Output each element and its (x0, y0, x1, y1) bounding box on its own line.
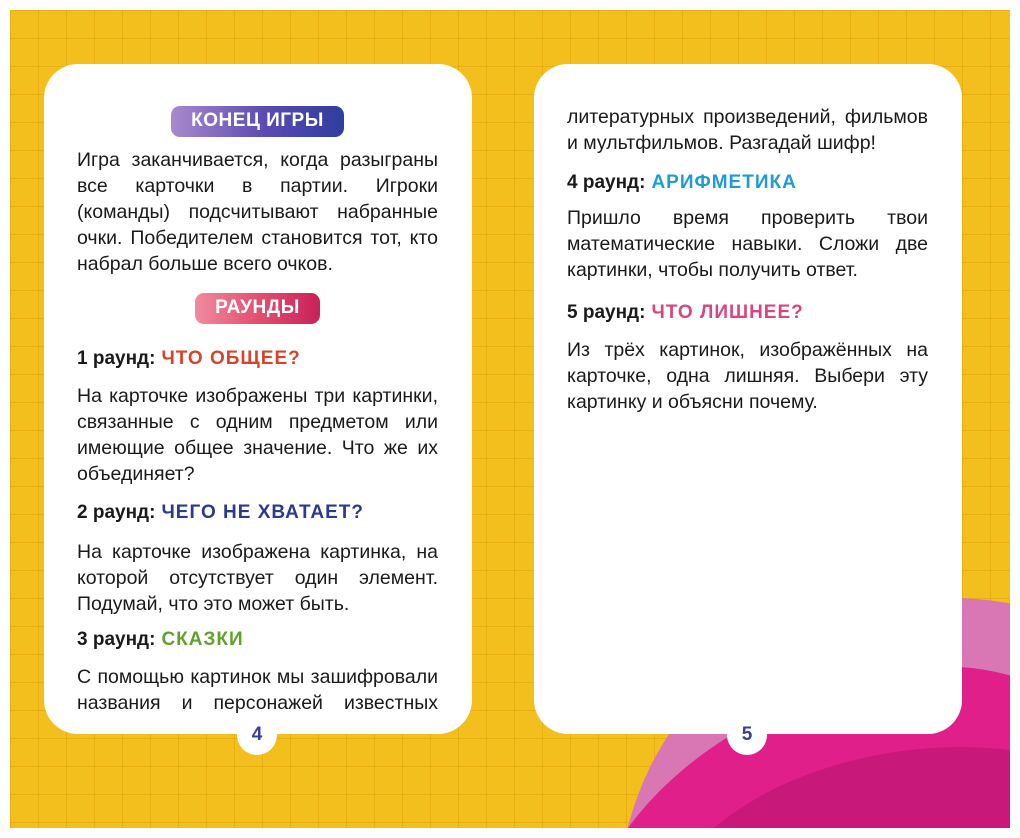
left-page-card (44, 64, 472, 734)
round-3-title: СКАЗКИ (161, 629, 244, 650)
round-5-text: Из трёх картинок, изображённых на карточке, одна лишняя. Выбери эту картинку и объясни почему. (567, 339, 928, 413)
round-4-title: АРИФМЕТИКА (651, 172, 797, 193)
round-4-label: 4 раунд: (567, 172, 646, 193)
end-game-text: Игра заканчивается, когда разыграны все карточки в партии. Игроки (команды) подсчитывают набранные очки. Победителем становится тот, кто набрал больше всего очков. (77, 149, 438, 275)
round-3-text: С помощью картинок мы зашифровали названия и персонажей известных (77, 666, 438, 714)
page-number-right: 5 (727, 715, 767, 755)
end-game-heading: КОНЕЦ ИГРЫ (171, 106, 344, 137)
round-1-title: ЧТО ОБЩЕЕ? (161, 348, 301, 369)
round-2-text: На карточке изображена картинка, на которой отсутствует один элемент. Подумай, что это может быть. (77, 541, 438, 615)
rounds-heading-row (77, 293, 438, 324)
page-number-left: 4 (237, 715, 277, 755)
round-1-text: На карточке изображены три картинки, связанные с одним предметом или имеющие общее значение. Что же их объединяет? (77, 385, 438, 485)
round-5-heading (567, 300, 928, 326)
end-game-heading-row (77, 106, 438, 137)
round-1-label: 1 раунд: (77, 348, 156, 369)
right-page-card (534, 64, 962, 734)
round-5-title: ЧТО ЛИШНЕЕ? (651, 302, 804, 323)
round-3-label: 3 раунд: (77, 629, 156, 650)
round-4-text: Пришло время проверить твои математические навыки. Сложи две картинки, чтобы получить ответ. (567, 207, 928, 281)
round-5-label: 5 раунд: (567, 302, 646, 323)
round-2-title: ЧЕГО НЕ ХВАТАЕТ? (161, 502, 364, 523)
round-3-continuation: литературных произведений, фильмов и мультфильмов. Разгадай шифр! (567, 106, 928, 154)
round-1-heading (77, 346, 438, 372)
round-2-heading (77, 500, 438, 526)
round-4-heading (567, 170, 928, 196)
rounds-heading: РАУНДЫ (195, 293, 320, 324)
round-3-heading (77, 627, 438, 653)
round-2-label: 2 раунд: (77, 502, 156, 523)
